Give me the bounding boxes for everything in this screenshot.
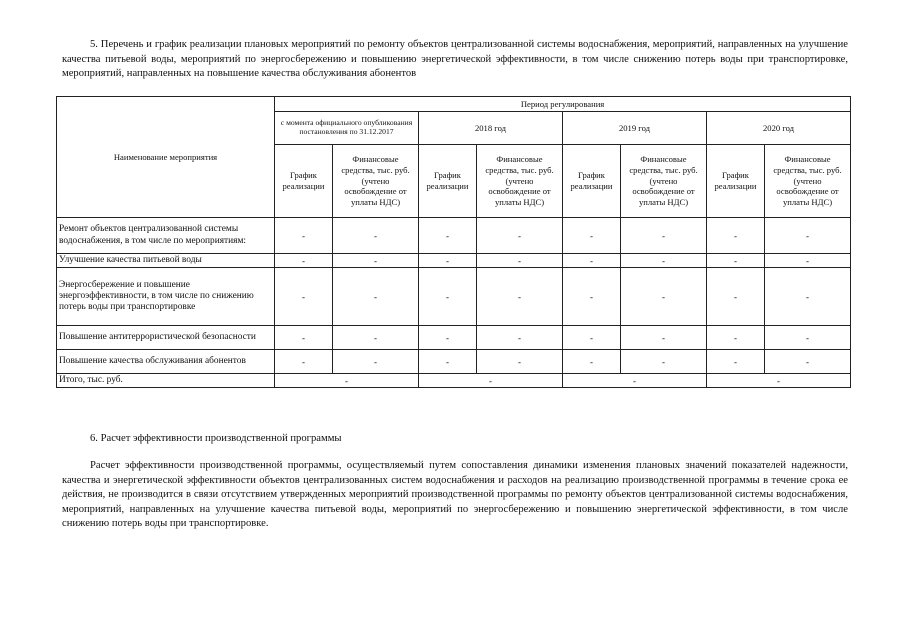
table-cell: - <box>477 350 563 374</box>
table-cell: - <box>563 268 621 326</box>
table-cell: - <box>563 254 621 268</box>
total-cell: - <box>419 374 563 388</box>
row-name: Ремонт объектов централизованной системы водоснабжения, в том числе по мероприятиям: <box>57 218 275 254</box>
table-cell: - <box>707 254 765 268</box>
table-cell: - <box>621 350 707 374</box>
col-schedule-header: График реализации <box>707 145 765 218</box>
row-name: Улучшение качества питьевой воды <box>57 254 275 268</box>
table-cell: - <box>333 218 419 254</box>
table-cell: - <box>563 326 621 350</box>
table-row <box>57 350 851 374</box>
table-cell: - <box>275 268 333 326</box>
table-cell: - <box>333 350 419 374</box>
table-cell: - <box>707 350 765 374</box>
col-finance-header: Финансовые средства, тыс. руб. (учтено освобождение от уплаты НДС) <box>477 145 563 218</box>
table-cell: - <box>275 218 333 254</box>
table-row <box>57 218 851 254</box>
col-schedule-header: График реализации <box>275 145 333 218</box>
table-cell: - <box>563 350 621 374</box>
col-schedule-header: График реализации <box>419 145 477 218</box>
table-cell: - <box>477 254 563 268</box>
table-row <box>57 268 851 326</box>
period-header-2: 2019 год <box>563 112 707 145</box>
table-cell: - <box>419 350 477 374</box>
table-cell: - <box>477 326 563 350</box>
table-cell: - <box>621 326 707 350</box>
period-header-3: 2020 год <box>707 112 851 145</box>
total-cell: - <box>707 374 851 388</box>
col-finance-header: Финансовые средства, тыс. руб. (учтено освобождение от уплаты НДС) <box>621 145 707 218</box>
table-cell: - <box>333 268 419 326</box>
table-cell: - <box>333 254 419 268</box>
table-cell: - <box>419 218 477 254</box>
table-cell: - <box>419 254 477 268</box>
measures-table <box>56 96 851 388</box>
section-6-heading: 6. Расчет эффективности производственной программы <box>90 433 342 444</box>
total-row <box>57 374 851 388</box>
row-name: Повышение качества обслуживания абонентов <box>57 350 275 374</box>
total-cell: - <box>275 374 419 388</box>
total-cell: - <box>563 374 707 388</box>
table-cell: - <box>707 268 765 326</box>
table-cell: - <box>765 350 851 374</box>
row-name: Энергосбережение и повышение энергоэффективности, в том числе по снижению потерь воды при транспортировке <box>57 268 275 326</box>
total-label: Итого, тыс. руб. <box>57 374 275 388</box>
table-cell: - <box>621 218 707 254</box>
row-name: Повышение антитеррористической безопасности <box>57 326 275 350</box>
table-cell: - <box>765 254 851 268</box>
table-row <box>57 254 851 268</box>
section-6-text: Расчет эффективности производственной программы, осуществляемый путем сопоставления динамики изменения плановых значений показателей надежности, качества и энергетической эффективности объектов централизованных систем водоснабжения и расходов на реализацию производственной программы в течение срока ее действия, не производится в связи отсутствием утвержденных мероприятий производственной программы по ремонту объектов централизованной системы водоснабжения, мероприятий, направленных на улучшение качества питьевой воды, мероприятий по энергосбережению и повышению энергетической эффективности, в том числе снижению потерь воды при транспортировке. <box>62 460 848 530</box>
table-cell: - <box>419 326 477 350</box>
period-header-0: с момента официального опубликования постановления по 31.12.2017 <box>275 112 419 145</box>
table-cell: - <box>621 254 707 268</box>
table-cell: - <box>477 268 563 326</box>
col-finance-header: Финансовые средства, тыс. руб. (учтено освобождение от уплаты НДС) <box>333 145 419 218</box>
section-5-text: 5. Перечень и график реализации плановых мероприятий по ремонту объектов централизованной системы водоснабжения, мероприятий, направленных на улучшение качества питьевой воды, мероприятий по энергосбережению и повышению энергетической эффективности, в том числе снижению потерь воды при транспортировке, мероприятий, направленных на повышение качества обслуживания абонентов <box>62 39 848 80</box>
table-row <box>57 326 851 350</box>
col-schedule-header: График реализации <box>563 145 621 218</box>
table-cell: - <box>707 326 765 350</box>
table-cell: - <box>621 268 707 326</box>
table-cell: - <box>563 218 621 254</box>
period-header: Период регулирования <box>275 97 851 112</box>
period-header-1: 2018 год <box>419 112 563 145</box>
col-finance-header: Финансовые средства, тыс. руб. (учтено освобождение от уплаты НДС) <box>765 145 851 218</box>
table-cell: - <box>275 326 333 350</box>
table-cell: - <box>275 254 333 268</box>
table-cell: - <box>477 218 563 254</box>
name-header: Наименование мероприятия <box>57 97 275 218</box>
table-cell: - <box>275 350 333 374</box>
table-cell: - <box>333 326 419 350</box>
table-cell: - <box>707 218 765 254</box>
table-cell: - <box>765 218 851 254</box>
table-cell: - <box>765 326 851 350</box>
table-cell: - <box>765 268 851 326</box>
table-cell: - <box>419 268 477 326</box>
